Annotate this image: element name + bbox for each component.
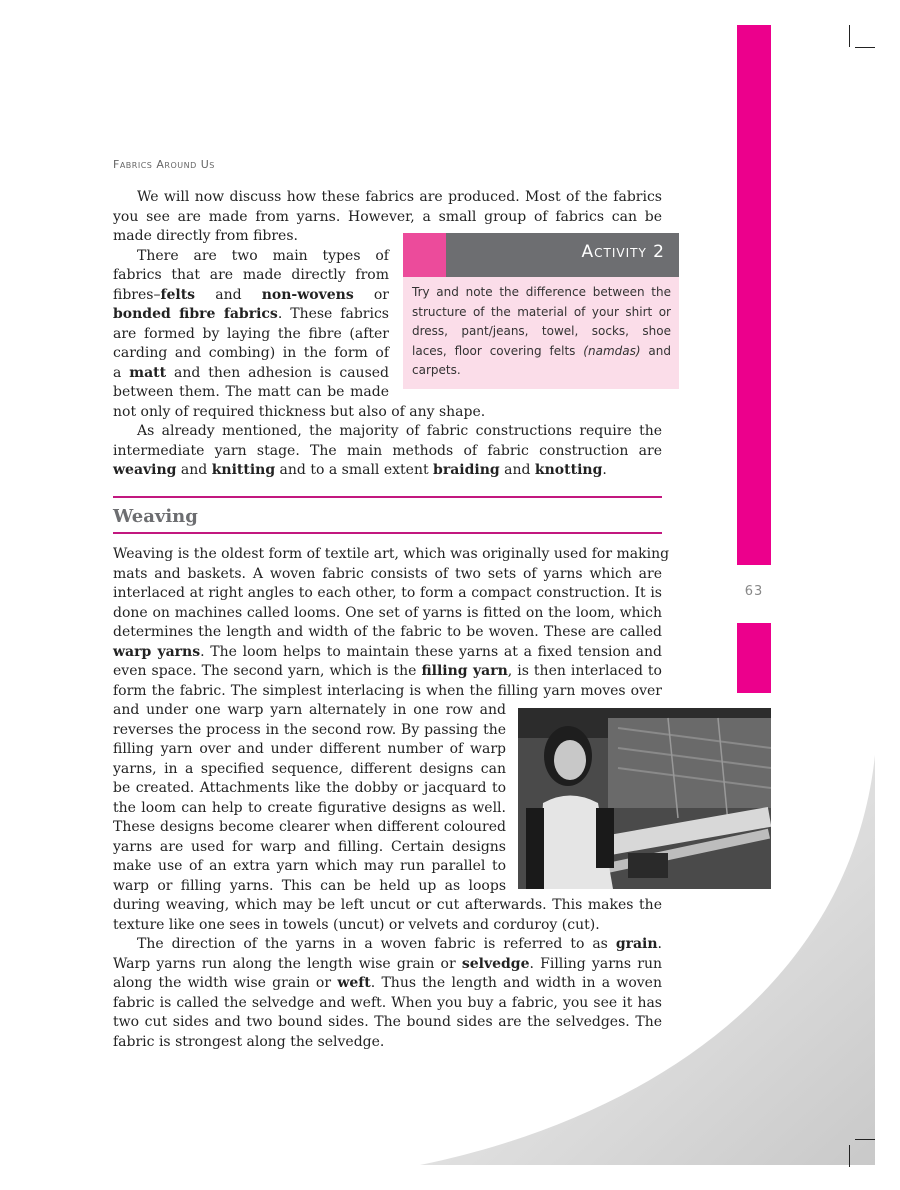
text-line: you see are made from yarns. However, a small group of fabrics can be: [113, 208, 662, 225]
text-line: intermediate yarn stage. The main methods of fabric construction are: [113, 442, 662, 459]
text-line: two cut sides and two bound sides. The bound sides are the selvedges. The: [113, 1014, 662, 1030]
text-line: along the width wise grain or weft. Thus the length and width in a woven: [113, 975, 662, 991]
activity-header: [403, 233, 679, 277]
bold-term: matt: [129, 364, 167, 381]
text-line: carding and combing) in the form of: [113, 345, 389, 361]
text-line: even space. The second yarn, which is the filling yarn, is then interlaced to: [113, 663, 662, 679]
text-line: We will now discuss how these fabrics are produced. Most of the fabrics: [137, 189, 662, 205]
bold-term: knotting: [534, 462, 603, 478]
text-line: fabric is strongest along the selvedge.: [113, 1033, 385, 1050]
text-line: be created. Attachments like the dobby or jacquard to: [113, 780, 506, 796]
crop-mark: [855, 47, 875, 48]
text-line: and under one warp yarn alternately in one row and: [113, 702, 506, 718]
running-head: Fabrics Around Us: [113, 158, 215, 171]
section-rule-top: [113, 496, 662, 498]
section-rule-bottom: [113, 532, 662, 534]
bold-term: warp yarns: [113, 643, 201, 660]
activity-text-line: laces, floor covering felts (namdas) and: [412, 343, 671, 358]
bold-term: braiding: [433, 462, 500, 478]
text-line: not only of required thickness but also of any shape.: [113, 403, 486, 420]
text-line: The direction of the yarns in a woven fabric is referred to as grain.: [137, 936, 662, 952]
activity-text-line: Try and note the difference between the: [412, 285, 671, 299]
weaver-loom-photo: [518, 708, 771, 889]
section-heading: Weaving: [113, 506, 198, 527]
text-line: a matt and then adhesion is caused: [113, 364, 390, 381]
text-line: As already mentioned, the majority of fabric constructions require the: [137, 423, 662, 439]
activity-text-line: dress, pant/jeans, towel, socks, shoe: [412, 324, 671, 338]
activity-box: [403, 233, 679, 389]
text-line: determines the length and width of the fabric to be woven. These are called: [113, 624, 662, 640]
text-line: fabric is called the selvedge and weft. When you buy a fabric, you see it has: [113, 994, 662, 1011]
activity-text-line: carpets.: [412, 363, 461, 377]
side-accent-bar: [737, 25, 771, 565]
text-line: the loom can help to create figurative designs as well.: [113, 799, 506, 816]
photo-illustration: [518, 708, 771, 889]
italic-term: (namdas): [583, 343, 641, 358]
text-line: bonded fibre fabrics. These fabrics: [113, 306, 389, 322]
crop-mark: [855, 1139, 875, 1140]
crop-mark: [849, 25, 850, 47]
text-line: yarns, in a specified sequence, different designs can: [113, 760, 506, 777]
text-line: weaving and knitting and to a small extent braiding and knotting.: [113, 462, 607, 478]
text-line: are formed by laying the fibre (after: [113, 325, 389, 342]
bold-term: selvedge: [461, 955, 530, 972]
text-line: made directly from fibres.: [113, 228, 298, 244]
activity-accent-square: [403, 233, 446, 277]
text-line: filling yarn over and under different number of warp: [113, 741, 506, 757]
bold-term: filling yarn: [421, 663, 508, 679]
text-line: yarns are used for warp and filling. Certain designs: [113, 838, 506, 855]
text-line: interlaced at right angles to each other, to form a compact construction. It is: [113, 585, 662, 601]
bold-term: bonded fibre fabrics: [113, 306, 278, 322]
page-number: 63: [744, 584, 764, 599]
text-line: during weaving, which may be left uncut or cut afterwards. This makes the: [113, 897, 662, 913]
bold-term: grain: [615, 936, 658, 952]
text-line: fabrics that are made directly from: [113, 267, 389, 283]
text-line: between them. The matt can be made: [113, 384, 389, 400]
bold-term: non-wovens: [261, 286, 354, 303]
text-line: Warp yarns run along the length wise grain or selvedge. Filling yarns run: [113, 955, 662, 972]
text-line: done on machines called looms. One set of yarns is fitted on the loom, which: [113, 604, 662, 621]
activity-text-line: structure of the material of your shirt or: [412, 304, 671, 319]
text-line: fibres–felts and non-wovens or: [113, 286, 389, 303]
text-line: reverses the process in the second row. By passing the: [113, 721, 506, 738]
text-line: mats and baskets. A woven fabric consists of two sets of yarns which are: [113, 565, 662, 582]
text-line: These designs become clearer when different coloured: [113, 819, 506, 835]
activity-title: Activity 2: [581, 242, 665, 262]
bold-term: knitting: [211, 462, 276, 478]
text-line: texture like one sees in towels (uncut) or velvets and corduroy (cut).: [113, 916, 600, 933]
text-line: warp yarns. The loom helps to maintain these yarns at a fixed tension and: [113, 643, 663, 660]
text-line: make use of an extra yarn which may run parallel to: [113, 858, 506, 874]
bold-term: weft: [337, 975, 371, 991]
text-line: form the fabric. The simplest interlacing is when the filling yarn moves over: [113, 682, 662, 699]
text-line: There are two main types of: [137, 247, 389, 264]
text-line: warp or filling yarns. This can be held up as loops: [113, 877, 506, 894]
side-accent-bar: [737, 623, 771, 693]
bold-term: weaving: [113, 462, 177, 478]
bold-term: felts: [160, 286, 196, 303]
crop-mark: [849, 1145, 850, 1167]
text-line: Weaving is the oldest form of textile art, which was originally used for making: [113, 546, 670, 562]
